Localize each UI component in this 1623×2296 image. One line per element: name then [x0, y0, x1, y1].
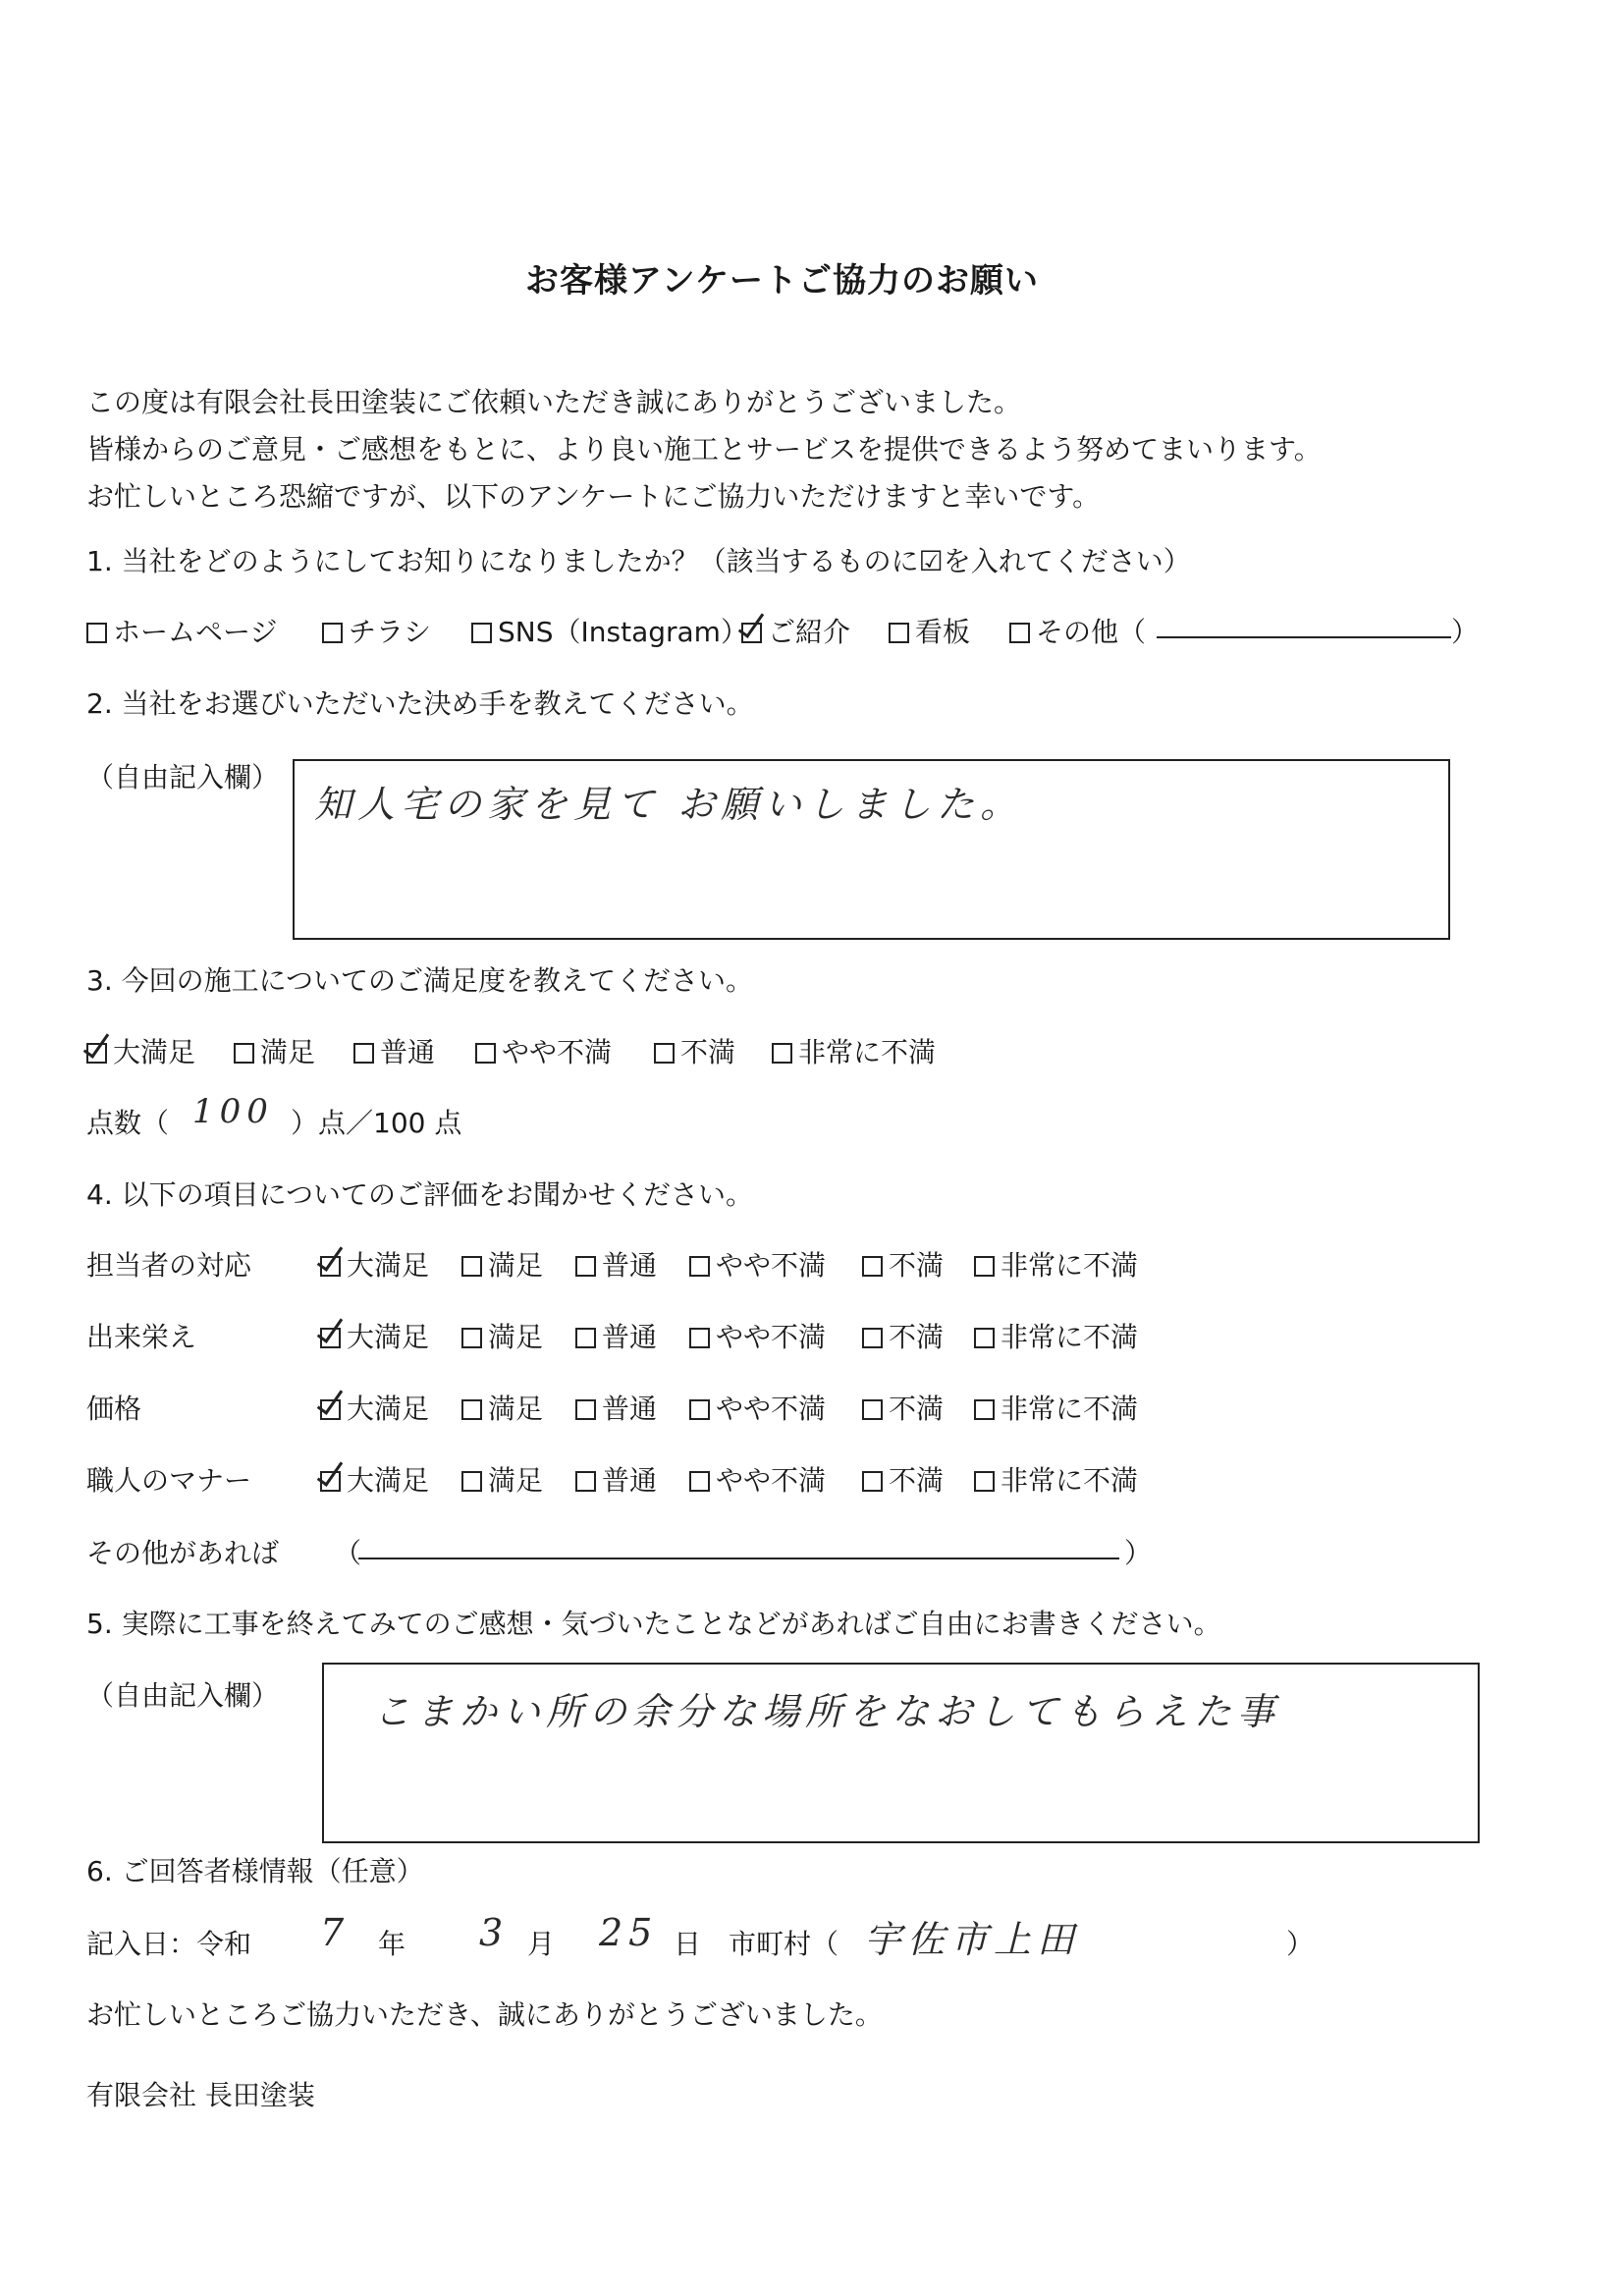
checkbox[interactable]: [353, 1043, 374, 1064]
q4-rating-label: 普通: [602, 1249, 658, 1282]
q4-rating-option[interactable]: [862, 1459, 944, 1499]
checkbox[interactable]: [1009, 623, 1030, 643]
q1-option-flyer[interactable]: チラシ: [322, 611, 431, 650]
checkbox[interactable]: [862, 1399, 883, 1420]
q4-rating-label: 満足: [488, 1321, 544, 1353]
q4-rating-label: やや不満: [716, 1393, 827, 1425]
q4-rating-option[interactable]: [575, 1459, 657, 1499]
q4-rating-label: 非常に不満: [1001, 1393, 1139, 1425]
q4-rating-option[interactable]: [461, 1388, 543, 1427]
intro-line-3: お忙しいところ恐縮ですが、以下のアンケートにご協力いただけますと幸いです。: [86, 480, 1101, 513]
checkbox[interactable]: [575, 1471, 596, 1492]
intro-line-1: この度は有限会社長田塗装にご依頼いただき誠にありがとうございました。: [86, 386, 1022, 418]
checkbox[interactable]: [234, 1043, 254, 1064]
q4-rating-option[interactable]: [320, 1459, 429, 1499]
checkbox[interactable]: [689, 1256, 710, 1277]
q4-rating-option[interactable]: [862, 1316, 944, 1355]
q3-option-very-dissatisfied[interactable]: 非常に不満: [772, 1031, 936, 1070]
q1-other-blank[interactable]: [1157, 636, 1451, 638]
q3-option-satisfied[interactable]: 満足: [234, 1031, 315, 1070]
checkbox[interactable]: [575, 1256, 596, 1277]
year-unit: 年: [378, 1928, 406, 1960]
q4-rating-label: 満足: [488, 1249, 544, 1282]
q4-rating-label: 非常に不満: [1001, 1464, 1139, 1497]
q4-rating-option[interactable]: [974, 1244, 1138, 1284]
q4-rating-label: 大満足: [347, 1321, 430, 1353]
checkbox[interactable]: [461, 1399, 482, 1420]
checkbox-checked[interactable]: [86, 1043, 107, 1064]
checkbox[interactable]: [689, 1399, 710, 1420]
q4-rating-option[interactable]: [575, 1244, 657, 1284]
q4-row-label: 担当者の対応: [86, 1249, 252, 1282]
q4-other-close: ）: [1124, 1537, 1153, 1569]
q4-rating-label: 普通: [602, 1464, 658, 1497]
q4-rating-label: 普通: [602, 1321, 658, 1353]
checkbox[interactable]: [475, 1043, 496, 1064]
q2-question: 2. 当社をお選びいただいた決め手を教えてください。: [86, 687, 754, 720]
checkbox[interactable]: [772, 1043, 792, 1064]
q4-rating-option[interactable]: [974, 1459, 1138, 1499]
q4-rating-option[interactable]: [689, 1316, 826, 1355]
q4-rating-option[interactable]: [461, 1316, 543, 1355]
q1-option-sns[interactable]: SNS（Instagram）: [471, 611, 748, 650]
checkbox[interactable]: [654, 1043, 675, 1064]
q4-rating-option[interactable]: [689, 1244, 826, 1284]
month-value[interactable]: 3: [479, 1911, 510, 1954]
q4-question: 4. 以下の項目についてのご評価をお聞かせください。: [86, 1178, 754, 1211]
q3-option-dissatisfied[interactable]: 不満: [654, 1031, 735, 1070]
checkbox-checked[interactable]: [741, 623, 762, 643]
q4-rating-label: 不満: [889, 1321, 945, 1353]
q3-question: 3. 今回の施工についてのご満足度を教えてください。: [86, 964, 754, 997]
company-name: 有限会社 長田塗装: [86, 2079, 315, 2111]
month-unit: 月: [527, 1928, 556, 1960]
q4-rating-label: 普通: [602, 1393, 658, 1425]
day-value[interactable]: 25: [599, 1911, 659, 1954]
checkbox[interactable]: [862, 1328, 883, 1348]
city-value[interactable]: 宇佐市上田: [864, 1918, 1081, 1961]
q4-rating-label: 不満: [889, 1464, 945, 1497]
date-label: 記入日：令和: [86, 1928, 252, 1960]
q3-option-normal[interactable]: 普通: [353, 1031, 435, 1070]
checkbox[interactable]: [461, 1328, 482, 1348]
city-label: 市町村（: [729, 1928, 839, 1960]
q4-row-label: 価格: [86, 1393, 142, 1425]
checkbox[interactable]: [974, 1471, 995, 1492]
q4-rating-option[interactable]: [575, 1388, 657, 1427]
q4-rating-option[interactable]: [862, 1388, 944, 1427]
q4-rating-option[interactable]: [320, 1388, 429, 1427]
day-unit: 日: [674, 1928, 702, 1960]
checkbox[interactable]: [974, 1256, 995, 1277]
score-value[interactable]: 100: [192, 1092, 274, 1131]
page-title: お客様アンケートご協力のお願い: [525, 261, 1039, 301]
checkbox[interactable]: [575, 1328, 596, 1348]
checkbox-checked[interactable]: [320, 1328, 341, 1348]
intro-line-2: 皆様からのご意見・ご感想をもとに、より良い施工とサービスを提供できるよう努めてまいります。: [86, 433, 1322, 465]
q4-rating-option[interactable]: [461, 1459, 543, 1499]
q5-answer-text: こまかい所の余分な場所をなおしてもらえた事: [373, 1690, 1281, 1733]
checkbox[interactable]: [461, 1256, 482, 1277]
checkbox[interactable]: [575, 1399, 596, 1420]
q6-heading: 6. ご回答者様情報（任意）: [86, 1855, 424, 1887]
q4-rating-option[interactable]: [974, 1316, 1138, 1355]
q4-other-label: その他があれば: [86, 1537, 280, 1569]
q4-rating-option[interactable]: [689, 1388, 826, 1427]
checkbox[interactable]: [862, 1256, 883, 1277]
checkbox[interactable]: [689, 1328, 710, 1348]
q1-other-close: ）: [1451, 616, 1480, 648]
checkbox-checked[interactable]: [320, 1256, 341, 1277]
q4-other-blank[interactable]: [358, 1558, 1119, 1559]
checkbox[interactable]: [86, 623, 107, 643]
checkbox[interactable]: [889, 623, 909, 643]
q5-question: 5. 実際に工事を終えてみてのご感想・気づいたことなどがあればご自由にお書きください。: [86, 1608, 1221, 1640]
q4-rating-label: 大満足: [347, 1464, 430, 1497]
checkbox-checked[interactable]: [320, 1471, 341, 1492]
q4-rating-option[interactable]: [974, 1388, 1138, 1427]
q4-rating-label: 満足: [488, 1464, 544, 1497]
q4-rating-label: 不満: [889, 1393, 945, 1425]
q1-question: 1. 当社をどのようにしてお知りになりましたか？（該当するものに☑を入れてください）: [86, 545, 1191, 577]
q4-rating-label: 大満足: [347, 1393, 430, 1425]
q4-rating-label: 非常に不満: [1001, 1249, 1139, 1282]
score-prefix: 点数（: [86, 1107, 170, 1139]
q4-rating-label: やや不満: [716, 1321, 827, 1353]
q4-rating-option[interactable]: [461, 1244, 543, 1284]
q3-option-very-satisfied[interactable]: 大満足: [86, 1031, 195, 1070]
q4-rating-option[interactable]: [320, 1244, 429, 1284]
city-close: ）: [1286, 1928, 1315, 1960]
q3-option-slightly-dissatisfied[interactable]: やや不満: [475, 1031, 612, 1070]
checkbox-checked[interactable]: [320, 1399, 341, 1420]
score-suffix: ）点／100 点: [291, 1107, 462, 1139]
q4-rating-label: 不満: [889, 1249, 945, 1282]
q4-rating-option[interactable]: [689, 1459, 826, 1499]
checkbox[interactable]: [471, 623, 492, 643]
checkbox[interactable]: [689, 1471, 710, 1492]
q1-option-signboard[interactable]: 看板: [889, 611, 970, 650]
q2-answer-text: 知人宅の家を見て お願いしました。: [314, 783, 1024, 826]
q4-rating-option[interactable]: [575, 1316, 657, 1355]
checkbox[interactable]: [974, 1399, 995, 1420]
q4-row-label: 職人のマナー: [86, 1464, 252, 1497]
checkbox[interactable]: [862, 1471, 883, 1492]
q4-rating-label: 大満足: [347, 1249, 430, 1282]
q4-rating-label: 非常に不満: [1001, 1321, 1139, 1353]
q4-rating-label: 満足: [488, 1393, 544, 1425]
checkbox[interactable]: [322, 623, 343, 643]
checkbox[interactable]: [461, 1471, 482, 1492]
year-value[interactable]: 7: [320, 1911, 351, 1954]
checkbox[interactable]: [974, 1328, 995, 1348]
q4-rating-label: やや不満: [716, 1464, 827, 1497]
q5-free-label: （自由記入欄）: [86, 1679, 280, 1712]
q1-option-referral[interactable]: ご紹介: [741, 611, 850, 650]
q4-row-label: 出来栄え: [86, 1321, 197, 1353]
q4-rating-option[interactable]: [862, 1244, 944, 1284]
q4-other-open: （: [334, 1537, 362, 1569]
q4-rating-option[interactable]: [320, 1316, 429, 1355]
q1-option-homepage[interactable]: ホームページ: [86, 611, 277, 650]
q4-rating-label: やや不満: [716, 1249, 827, 1282]
q2-free-label: （自由記入欄）: [86, 761, 280, 793]
q1-option-other[interactable]: その他（: [1009, 611, 1146, 650]
closing-text: お忙しいところご協力いただき、誠にありがとうございました。: [86, 1998, 883, 2031]
